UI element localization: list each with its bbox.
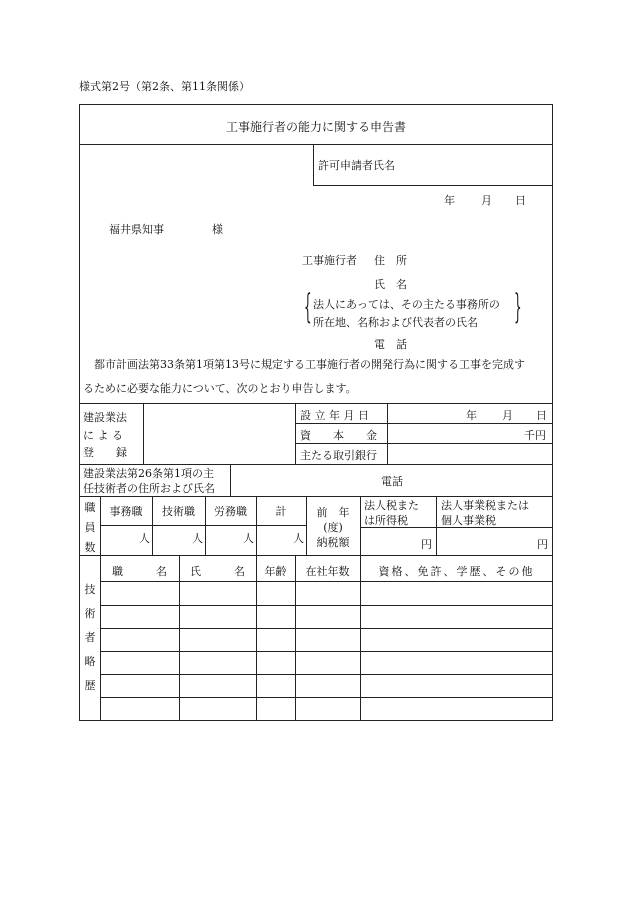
engineer-header-name: 氏 名: [190, 565, 245, 578]
capital-label: 資 本 金: [300, 429, 377, 442]
staff-header-clerical: 事務職: [109, 505, 143, 518]
staff-unit-total: 人: [293, 532, 304, 545]
staff-header-technical: 技術職: [162, 505, 195, 518]
registration-label-1: 建設業法: [83, 411, 127, 424]
biz-tax-yen: 円: [537, 538, 548, 551]
engineer-header-qualifications: 資格、免許、学歴、その他: [378, 565, 535, 578]
tax-label-1: 前 年: [316, 506, 350, 519]
tax-label-3: 納税額: [316, 536, 350, 549]
chief-engineer-phone: 電話: [381, 475, 403, 488]
constructor-phone-label: 電 話: [374, 338, 407, 351]
left-bracket: {: [304, 287, 312, 327]
registration-label-2: に よ る: [83, 429, 123, 442]
engineer-header-position: 職 名: [112, 565, 167, 578]
staff-unit-clerical: 人: [139, 532, 150, 545]
form-number: 様式第2号（第2条、第11条関係）: [79, 80, 250, 93]
form-title: 工事施行者の能力に関する申告書: [225, 120, 406, 134]
staff-header-labor: 労務職: [214, 505, 247, 518]
tax-label-2: (度): [323, 521, 343, 534]
engineers-label: 技術者略歴: [84, 583, 96, 692]
established-month: 月: [502, 409, 513, 422]
staff-unit-technical: 人: [192, 532, 203, 545]
engineer-header-years: 在社年数: [305, 565, 350, 578]
title-divider: [79, 144, 553, 145]
constructor-address-label: 住 所: [374, 254, 407, 267]
established-day: 日: [536, 409, 547, 422]
date-day: 日: [515, 194, 526, 207]
staff-label: 職員数: [84, 501, 96, 554]
statement-line2: るために必要な能力について、次のとおり申告します。: [83, 382, 357, 395]
established-year: 年: [466, 409, 477, 422]
corp-note-line2: 所在地、名称および代表者の氏名: [313, 316, 478, 329]
corp-tax-yen: 円: [421, 538, 432, 551]
bank-label: 主たる取引銀行: [300, 449, 377, 462]
statement-line1: 都市計画法第33条第1項第13号に規定する工事施行者の開発行為に関する工事を完成す: [83, 358, 525, 371]
applicant-label: 許可申請者氏名: [318, 159, 395, 172]
constructor-name-label: 氏 名: [374, 278, 407, 291]
engineer-header-age: 年齢: [264, 565, 287, 578]
constructor-label: 工事施行者: [302, 254, 357, 267]
right-bracket: }: [514, 287, 522, 327]
chief-engineer-label-1: 建設業法第26条第1項の主: [83, 467, 214, 480]
addressee-name: 福井県知事: [109, 223, 164, 236]
chief-engineer-label-2: 任技術者の住所および氏名: [83, 482, 215, 495]
corp-tax-label-2: は所得税: [364, 514, 408, 527]
corp-tax-label-1: 法人税また: [364, 499, 419, 512]
biz-tax-label-2: 個人事業税: [441, 514, 496, 527]
staff-header-total: 計: [275, 505, 287, 518]
registration-label-3: 登 録: [83, 446, 127, 459]
addressee-honorific: 様: [212, 223, 223, 236]
corp-note-line1: 法人にあっては、その主たる事務所の: [313, 298, 500, 311]
established-label: 設 立 年 月 日: [300, 409, 369, 422]
capital-unit: 千円: [524, 429, 546, 442]
staff-unit-labor: 人: [243, 532, 254, 545]
date-year: 年: [444, 194, 455, 207]
biz-tax-label-1: 法人事業税または: [441, 499, 529, 512]
date-month: 月: [481, 194, 492, 207]
